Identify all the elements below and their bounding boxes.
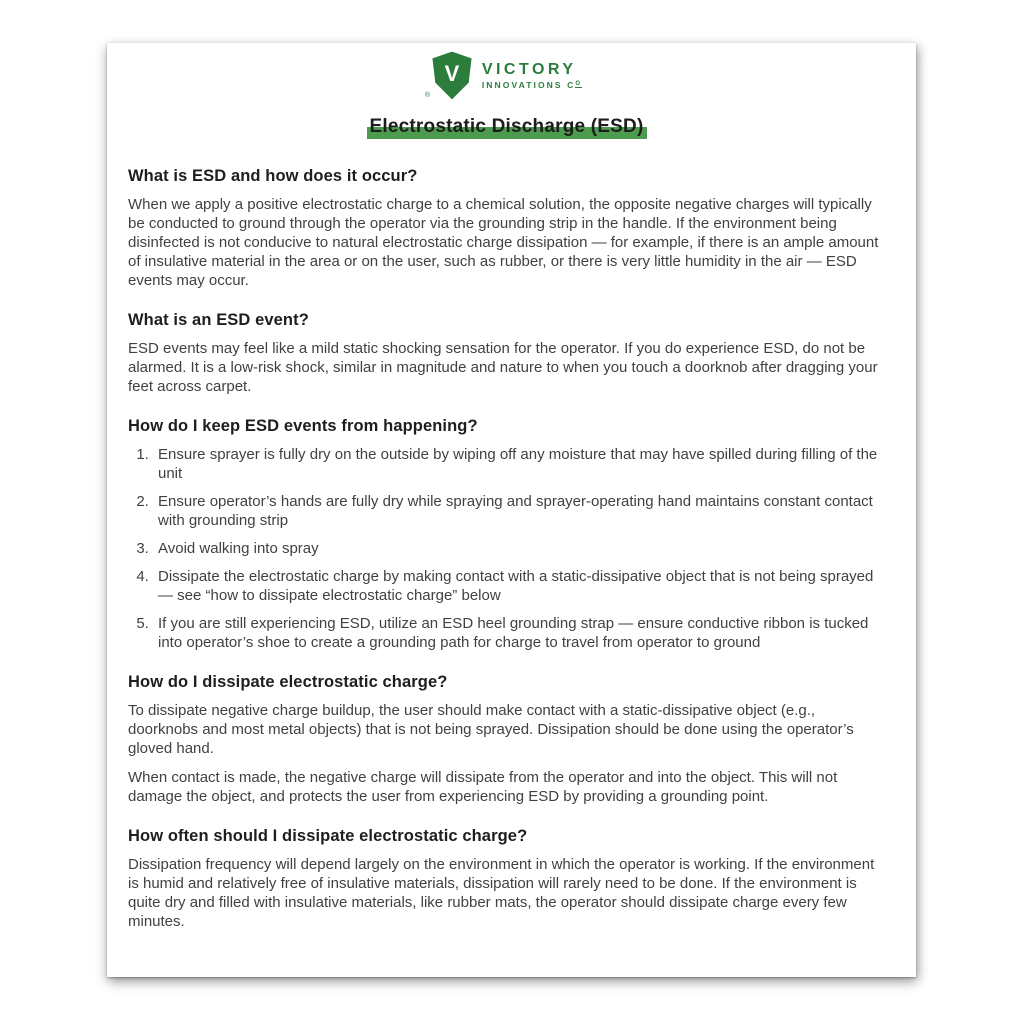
logo-letter-v: V: [444, 60, 460, 86]
shield-logo-mark: [424, 49, 473, 102]
victory-innovations-logo: [128, 47, 885, 103]
page-title-text: Electrostatic Discharge (ESD): [367, 116, 647, 139]
section-heading: How do I keep ESD events from happening?: [128, 417, 478, 435]
esd-prevention-list: [128, 445, 885, 652]
logo-wordmark: [482, 61, 582, 90]
section-dissipate-frequency: [128, 825, 885, 931]
section-paragraph: To dissipate negative charge buildup, the user should make contact with a static-dissipative object (e.g., doorknobs and most metal objects) that is not being sprayed. Dissipation should be done using the operator’s gloved hand.: [128, 702, 854, 757]
list-item: 1. Ensure sprayer is fully dry on the outside by wiping off any moisture that may have spilled during filling of the unit: [153, 445, 885, 483]
list-item: 4. Dissipate the electrostatic charge by making contact with a static-dissipative object that is not being sprayed — see “how to dissipate electrostatic charge” below: [153, 567, 885, 605]
section-heading: What is an ESD event?: [128, 311, 309, 329]
section-paragraph: When contact is made, the negative charge will dissipate from the operator and into the object. This will not damage the object, and protects the user from experiencing ESD by providing a grounding point.: [128, 769, 838, 805]
esd-document-page: [107, 43, 916, 977]
brand-co-superscript: O: [575, 80, 583, 87]
registered-trademark-symbol: ®: [424, 91, 430, 99]
brand-name: VICTORY: [481, 60, 577, 78]
section-heading: What is ESD and how does it occur?: [128, 167, 418, 185]
section-paragraph: When we apply a positive electrostatic charge to a chemical solution, the opposite negative charges will typically be conducted to ground through the operator via the grounding strip in the handle. If the environment being disinfected is not conducive to natural electrostatic charge dissipation — for example, if there is an ample amount of insulative material in the area or on the user, such as rubber, or there is very little humidity in the air — ESD events may occur.: [128, 196, 879, 289]
section-heading: How do I dissipate electrostatic charge?: [128, 673, 448, 691]
document-title-row: [128, 114, 885, 139]
section-esd-event: [128, 309, 885, 396]
section-keep-esd-from-happening: [128, 415, 885, 652]
brand-subtitle-text: INNOVATIONS C: [481, 79, 576, 90]
section-heading: How often should I dissipate electrostatic charge?: [128, 827, 528, 845]
section-paragraph: ESD events may feel like a mild static shocking sensation for the operator. If you do experience ESD, do not be alarmed. It is a low-risk shock, similar in magnitude and nature to when you touch a doorknob after dragging your feet across carpet.: [128, 340, 878, 395]
section-dissipate-charge: [128, 671, 885, 806]
section-what-is-esd: [128, 165, 885, 290]
shield-icon: [431, 49, 473, 102]
list-item: 2. Ensure operator’s hands are fully dry while spraying and sprayer-operating hand maintains constant contact with grounding strip: [153, 492, 885, 530]
list-item: 5. If you are still experiencing ESD, utilize an ESD heel grounding strap — ensure conductive ribbon is tucked into operator’s shoe to create a grounding path for charge to travel from operator to ground: [153, 614, 885, 652]
page-title: [367, 114, 647, 139]
list-item: 3. Avoid walking into spray: [153, 539, 885, 558]
section-paragraph: Dissipation frequency will depend largely on the environment in which the operator is working. If the environment is humid and relatively free of insulative materials, dissipation will rarely need to be done. If the environment is quite dry and filled with insulative materials, like rubber mats, the operator should dissipate charge every few minutes.: [128, 856, 875, 930]
brand-subtitle: [482, 80, 582, 90]
